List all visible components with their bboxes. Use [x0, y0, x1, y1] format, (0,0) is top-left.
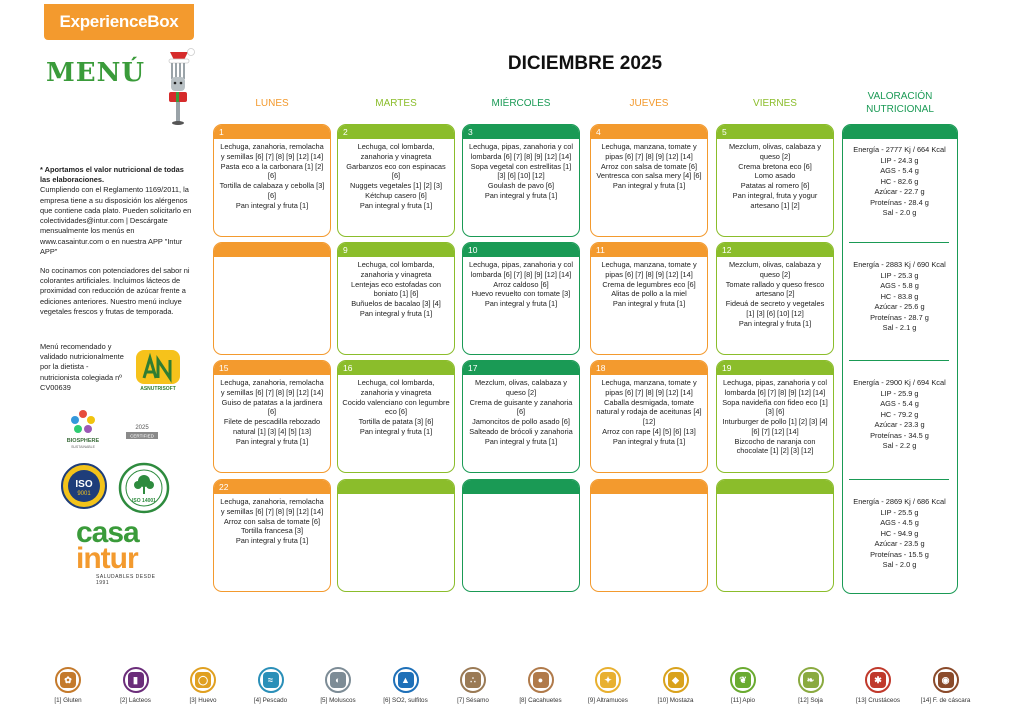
allergen-label: [1] Gluten [54, 697, 82, 704]
menu-item: Pan integral y fruta [1] [359, 308, 433, 318]
day-menu [591, 375, 707, 449]
menu-item: Tortilla francesa [3] [240, 526, 304, 536]
weekday-miercoles: MIÉRCOLES [491, 98, 551, 109]
allergen-item [843, 667, 913, 704]
wheat-icon: ✿ [55, 667, 81, 693]
menu-item: Sopa vegetal con estrellitas [1] [3] [6] [10] [12] [470, 161, 572, 181]
allergen-item [573, 667, 643, 704]
menu-item: Mezclum, olivas, calabaza y queso [2] [728, 142, 821, 161]
day-cell [337, 479, 455, 592]
cert-year: 2025 [135, 425, 149, 431]
menu-item: Lechuga, col lombarda, zanahoria y vinagreta [357, 260, 435, 279]
nutrition-value: Azúcar - 25.6 g [874, 302, 925, 312]
nutrition-value: LIP - 24.3 g [880, 155, 919, 165]
menu-item: Pan integral y fruta [1] [484, 299, 558, 309]
day-cell [213, 360, 331, 473]
menu-item: Lechuga, pipas, zanahoria y col lombarda [6] [7] [8] [9] [12] [14] [469, 260, 573, 279]
nut-icon: ◉ [933, 667, 959, 693]
menu-item: Pan integral y fruta [1] [359, 426, 433, 436]
brand-badge: ExperienceBox [44, 4, 194, 40]
menu-item: Fideuá de secreto y vegetales [1] [3] [6] [10] [12] [725, 299, 825, 318]
day-number: 22 [214, 480, 330, 494]
menu-item: Pan integral y fruta [1] [738, 318, 812, 328]
nutrition-value: HC - 79.2 g [880, 409, 919, 419]
day-menu [717, 494, 833, 500]
day-cell [590, 242, 708, 355]
menu-item: Mezclum, olivas, calabaza y queso [2] [474, 378, 567, 397]
allergen-label: [3] Huevo [189, 697, 217, 704]
allergen-item [911, 667, 981, 704]
allergen-label: [9] Altramuces [588, 697, 628, 704]
day-number: 3 [463, 125, 579, 139]
nutrition-week-block [843, 497, 956, 571]
menu-item: Lechuga, col lombarda, zanahoria y vinagreta [357, 142, 435, 161]
menu-item: Tortilla de patata [3] [6] [358, 417, 434, 427]
nutrition-separator [849, 479, 949, 480]
casa-word: casa [76, 516, 139, 549]
allergen-item [438, 667, 508, 704]
month-title: DICIEMBRE 2025 [507, 53, 663, 74]
menu-item: Filete de pescadilla rebozado natural [1] [3] [4] [5] [13] [223, 417, 321, 436]
nutrition-value: Sal - 2.0 g [882, 208, 917, 218]
day-number: 15 [214, 361, 330, 375]
day-cell [590, 360, 708, 473]
menu-item: Nuggets vegetales [1] [2] [3] [349, 181, 443, 191]
day-menu [717, 375, 833, 459]
day-menu [591, 139, 707, 194]
day-cell [462, 124, 580, 237]
allergen-label: [8] Cacahuetes [519, 697, 562, 704]
menu-item: Bizcocho de naranja con chocolate [1] [2] [3] [12] [734, 436, 816, 456]
menu-item: Lechuga, zanahoria, remolacha y semillas [6] [7] [8] [9] [12] [14] [220, 378, 324, 397]
nutrition-value: Azúcar - 22.7 g [874, 187, 925, 197]
validated-note: Menú recomendado y validado nutricionalmente por la dietista - nutricionista colegiada nº CV00639 [40, 342, 124, 392]
allergen-item [236, 667, 306, 704]
day-menu [591, 257, 707, 312]
day-number [338, 480, 454, 494]
menu-item: Lomo asado [754, 171, 796, 181]
fork-mascot-icon [158, 46, 200, 126]
nutrition-week-block [843, 378, 956, 452]
menu-item: Alitas de pollo a la miel [611, 289, 687, 299]
crustacean-icon: ✱ [865, 667, 891, 693]
nutrition-value: Proteínas - 15.5 g [870, 549, 929, 559]
egg-icon: ◯ [190, 667, 216, 693]
biosphere-logo [64, 404, 102, 452]
menu-item: Buñuelos de bacalao [3] [4] [351, 299, 441, 309]
day-number [591, 480, 707, 494]
day-cell [462, 479, 580, 592]
day-cell [716, 360, 834, 473]
allergen-label: [11] Apio [730, 697, 756, 704]
nutrition-separator [849, 242, 949, 243]
menu-item: Pan integral y fruta [1] [612, 436, 686, 446]
menu-item: Pan integral y fruta [1] [484, 436, 558, 446]
allergen-label: [5] Moluscos [320, 697, 356, 704]
day-number: 16 [338, 361, 454, 375]
menu-item: Lentejas eco estofadas con boniato [1] [6] [351, 279, 441, 299]
menu-item: Pan integral y fruta [1] [235, 436, 309, 446]
valoracion-title [842, 90, 958, 116]
day-menu [338, 257, 454, 322]
menu-item: Inturburger de pollo [1] [2] [3] [4] [6] [7] [12] [14] [722, 417, 828, 436]
menu-item: Garbanzos eco con espinacas [6] [346, 161, 446, 181]
regulation-note: Cumpliendo con el Reglamento 1169/2011, la empresa tiene a su disposición los alérgenos que contiene cada plato. Pueden solicitarlo en colectividades@intur.com | Descárgate mensualmente los menús en www.casaintur.com o en nuestra APP "Intur APP" [40, 185, 192, 256]
menu-item: Pan integral y fruta [1] [612, 299, 686, 309]
weekday-lunes: LUNES [255, 98, 289, 109]
allergen-item [708, 667, 778, 704]
day-cell [213, 242, 331, 355]
day-cell [716, 124, 834, 237]
nutrition-panel-header [843, 125, 957, 139]
valoracion-title-line1: VALORACIÓN [867, 91, 933, 102]
nutrition-value: Sal - 2.0 g [882, 560, 917, 570]
day-number: 19 [717, 361, 833, 375]
lupin-icon: ✦ [595, 667, 621, 693]
menu-item: Crema de legumbres eco [6] [602, 279, 696, 289]
day-menu [338, 375, 454, 440]
nutrition-value: HC - 94.9 g [880, 528, 919, 538]
menu-item: Salteado de brócoli y zanahoria [469, 426, 573, 436]
nutrition-value: Energía - 2777 Kj / 664 Kcal [853, 145, 946, 154]
nutrition-panel [842, 124, 958, 594]
mollusc-icon: ◐ [325, 667, 351, 693]
day-menu [214, 375, 330, 449]
nutrition-value: Proteínas - 34.5 g [870, 430, 929, 440]
day-cell [590, 479, 708, 592]
casa-intur-logo [76, 516, 156, 586]
menu-item: Lechuga, col lombarda, zanahoria y vinagreta [357, 378, 435, 397]
allergen-label: [7] Sésamo [457, 697, 489, 704]
day-number: 5 [717, 125, 833, 139]
menu-item: Pan integral y fruta [1] [235, 536, 309, 546]
casa-intur-subtitle: SALUDABLES DESDE 1991 [96, 574, 156, 586]
menu-item: Lechuga, zanahoria, remolacha y semillas [6] [7] [8] [9] [12] [14] [220, 142, 324, 161]
day-menu [463, 494, 579, 500]
menu-item: Ventresca con salsa mery [4] [6] [596, 171, 702, 181]
menu-item: Crema bretona eco [6] [738, 161, 812, 171]
day-number: 10 [463, 243, 579, 257]
day-number: 12 [717, 243, 833, 257]
day-cell [213, 124, 331, 237]
iso-9001-seal [60, 462, 108, 510]
day-menu [463, 139, 579, 204]
allergen-item [506, 667, 576, 704]
soy-icon: ❧ [798, 667, 824, 693]
menu-item: Kétchup casero [6] [365, 190, 427, 200]
nutrition-week-block [843, 260, 956, 334]
menu-item: Arroz con salsa de tomate [6] [600, 161, 698, 171]
day-number [717, 480, 833, 494]
day-cell [337, 242, 455, 355]
nutrition-value: Azúcar - 23.5 g [874, 539, 925, 549]
menu-item: Pan integral y fruta [1] [359, 200, 433, 210]
day-cell [590, 124, 708, 237]
milk-icon: ▮ [123, 667, 149, 693]
menu-item: Lechuga, manzana, tomate y pipas [6] [7] [8] [9] [12] [14] [601, 378, 697, 397]
nutrition-value: Proteínas - 28.4 g [870, 197, 929, 207]
allergen-item [371, 667, 441, 704]
day-menu [214, 494, 330, 549]
nutrition-value: Sal - 2.2 g [882, 441, 917, 451]
iso9001-num: 9001 [77, 491, 91, 497]
asnutrisoft-logo [134, 348, 182, 392]
day-number: 18 [591, 361, 707, 375]
nutrition-value: AGS - 5.4 g [880, 166, 919, 176]
menu-item: Pasta eco a la carbonara [1] [2] [6] [220, 161, 324, 181]
menu-item: Jamoncitos de pollo asado [6] [472, 417, 570, 427]
day-cell [462, 360, 580, 473]
sesame-icon: ∴ [460, 667, 486, 693]
menu-item: Tortilla de calabaza y cebolla [3] [6] [219, 181, 325, 200]
weekday-viernes: VIERNES [753, 98, 797, 109]
day-menu [214, 139, 330, 213]
nutrition-week-block [843, 145, 956, 219]
allergen-item [776, 667, 846, 704]
nutrition-value: AGS - 5.8 g [880, 281, 919, 291]
day-number: 2 [338, 125, 454, 139]
nutrition-value: LIP - 25.5 g [880, 507, 919, 517]
menu-item: Lechuga, manzana, tomate y pipas [6] [7] [8] [9] [12] [14] [601, 260, 697, 279]
menu-item: Lechuga, pipas, zanahoria y col lombarda [6] [7] [8] [9] [12] [14] [723, 378, 827, 397]
allergen-label: [6] SO2, sulfitos [383, 697, 428, 704]
day-menu [717, 139, 833, 213]
allergen-label: [13] Crustáceos [855, 697, 901, 704]
allergen-label: [2] Lácteos [120, 697, 151, 704]
menu-title: MENÚ [46, 58, 146, 88]
nutrition-value: HC - 83.8 g [880, 291, 919, 301]
menu-item: Sopa navideña con fideo eco [1] [3] [6] [722, 397, 828, 417]
mustard-icon: ◆ [663, 667, 689, 693]
menu-item: Crema de guisante y zanahoria [6] [469, 397, 573, 417]
menu-item: Goulash de pavo [6] [487, 181, 555, 191]
day-cell [716, 479, 834, 592]
allergen-item [168, 667, 238, 704]
allergen-label: [10] Mostaza [657, 697, 694, 704]
iso14001-label: ISO 14001 [132, 498, 156, 504]
day-menu [338, 494, 454, 500]
day-number [214, 243, 330, 257]
day-number [463, 480, 579, 494]
menu-item: Pan integral, fruta y yogur artesano [1] [2] [732, 190, 818, 210]
allergen-label: [14] F. de cáscara [920, 697, 971, 704]
day-menu [214, 257, 330, 263]
nutrition-value: Energía - 2883 Kj / 690 Kcal [853, 260, 946, 269]
fish-icon: ≈ [258, 667, 284, 693]
nutrition-value: AGS - 4.5 g [880, 518, 919, 528]
day-menu [717, 257, 833, 331]
allergen-item [101, 667, 171, 704]
nutrition-value: HC - 82.6 g [880, 176, 919, 186]
nutrition-value: Sal - 2.1 g [882, 323, 917, 333]
menu-item: Caballa desmigada, tomate natural y rodaja de aceitunas [4] [12] [596, 397, 702, 427]
peanut-icon: ● [528, 667, 554, 693]
day-cell [337, 360, 455, 473]
menu-item: Pan integral y fruta [1] [612, 181, 686, 191]
menu-item: Arroz con salsa de tomate [6] [223, 516, 321, 526]
day-cell [213, 479, 331, 592]
day-cell [462, 242, 580, 355]
intur-word: intur [76, 542, 138, 575]
nutrition-value: Energía - 2869 Kj / 686 Kcal [853, 497, 946, 506]
biosphere-label: BIOSPHERE [66, 438, 100, 444]
day-menu [338, 139, 454, 213]
menu-item: Cocido valenciano con legumbre eco [6] [342, 397, 450, 417]
sulphite-icon: ▲ [393, 667, 419, 693]
menu-item: Lechuga, pipas, zanahoria y col lombarda [6] [7] [8] [9] [12] [14] [469, 142, 573, 161]
asnutrisoft-label: ASNUTRISOFT [140, 386, 176, 392]
allergen-label: [4] Pescado [253, 697, 288, 704]
day-menu [591, 494, 707, 500]
nutrition-value: Proteínas - 28.7 g [870, 312, 929, 322]
menu-item: Pan integral y fruta [1] [235, 200, 309, 210]
nutrition-value: LIP - 25.9 g [880, 388, 919, 398]
day-number: 1 [214, 125, 330, 139]
day-cell [716, 242, 834, 355]
menu-item: Lechuga, manzana, tomate y pipas [6] [7] [8] [9] [12] [14] [601, 142, 697, 161]
day-number: 17 [463, 361, 579, 375]
nutrition-value: Energía - 2900 Kj / 694 Kcal [853, 378, 946, 387]
menu-item: Huevo revuelto con tomate [3] [471, 289, 571, 299]
nutrition-value: Azúcar - 23.3 g [874, 420, 925, 430]
menu-item: Mezclum, olivas, calabaza y queso [2] [728, 260, 821, 279]
menu-item: Pan integral y fruta [1] [484, 190, 558, 200]
iso9001-label: ISO [75, 479, 93, 490]
day-number: 4 [591, 125, 707, 139]
nutrition-value: AGS - 5.4 g [880, 399, 919, 409]
menu-item: Patatas al romero [6] [740, 181, 810, 191]
allergen-item [303, 667, 373, 704]
day-number: 11 [591, 243, 707, 257]
allergen-label: [12] Soja [798, 697, 823, 704]
weekday-jueves: JUEVES [629, 98, 669, 109]
nutrition-value: LIP - 25.3 g [880, 270, 919, 280]
day-menu [463, 375, 579, 449]
menu-item: Arroz con rape [4] [5] [6] [13] [602, 426, 696, 436]
iso-14001-seal [118, 462, 170, 514]
cert-label: CERTIFIED [130, 433, 154, 439]
side-notes [40, 165, 195, 326]
day-menu [463, 257, 579, 312]
valoracion-title-line2: NUTRICIONAL [866, 104, 934, 115]
weekday-martes: MARTES [375, 98, 417, 109]
celery-icon: ❦ [730, 667, 756, 693]
nutrition-note-bold: * Aportamos el valor nutricional de todas las elaboraciones. [40, 165, 184, 185]
biosphere-sub: SUSTAINABLE [71, 445, 95, 449]
allergen-item [641, 667, 711, 704]
day-cell [337, 124, 455, 237]
day-number: 9 [338, 243, 454, 257]
menu-item: Tomate rallado y queso fresco artesano [2] [725, 279, 825, 299]
nutrition-separator [849, 360, 949, 361]
menu-item: Guiso de patatas a la jardinera [6] [221, 397, 323, 417]
menu-item: Arroz caldoso [6] [493, 279, 549, 289]
allergen-item [33, 667, 103, 704]
flavor-note: No cocinamos con potenciadores del sabor ni colorantes artificiales. Incluimos lácteos de proximidad con reducción de azúcar frente a ediciones anteriores. Nuestro menú incluye vegetales frescos y frutas de temporada. [40, 265, 190, 316]
certified-2025-logo [122, 420, 162, 442]
menu-item: Lechuga, zanahoria, remolacha y semillas [6] [7] [8] [9] [12] [14] [220, 497, 324, 516]
